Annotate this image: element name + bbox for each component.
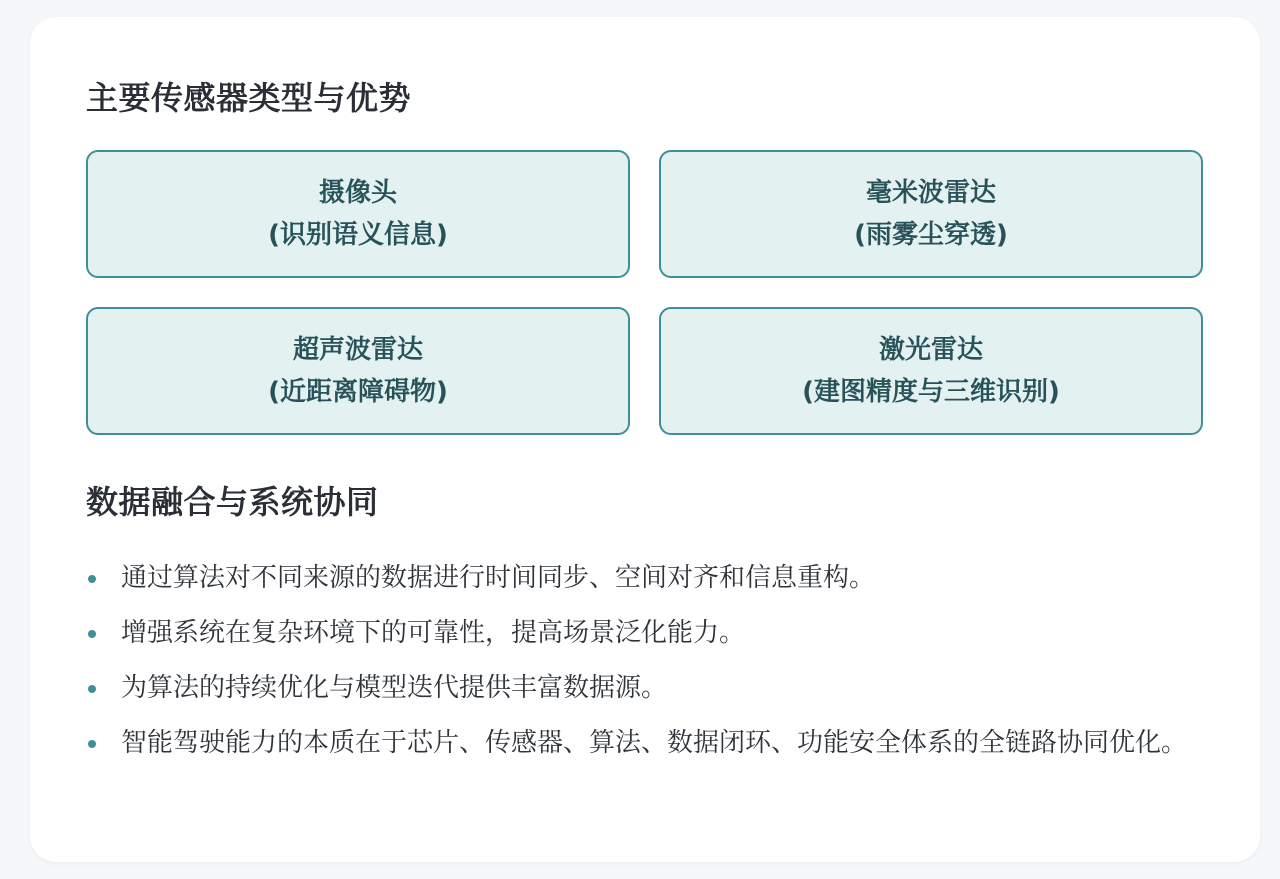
sensor-advantage: (识别语义信息)	[268, 220, 448, 250]
list-item	[86, 557, 1206, 600]
sensor-card-lidar	[659, 307, 1203, 435]
list-item	[86, 667, 1206, 710]
bullet-dot-icon	[88, 575, 96, 583]
sensor-name: 超声波雷达	[292, 335, 423, 365]
sensor-advantage: (近距离障碍物)	[268, 377, 448, 407]
bullet-dot-icon	[88, 630, 96, 638]
list-item	[86, 722, 1206, 765]
sensor-name: 毫米波雷达	[865, 178, 996, 208]
list-item-text: 为算法的持续优化与模型迭代提供丰富数据源。	[121, 673, 668, 703]
list-item-text: 通过算法对不同来源的数据进行时间同步、空间对齐和信息重构。	[121, 563, 876, 593]
section-title-data-fusion: 数据融合与系统协同	[86, 483, 379, 521]
section-title-sensor-types: 主要传感器类型与优势	[86, 79, 412, 117]
sensor-card-mmwave-radar	[659, 150, 1203, 278]
sensor-card-ultrasonic-radar	[86, 307, 630, 435]
content-card	[30, 17, 1260, 862]
sensor-advantage: (建图精度与三维识别)	[802, 377, 1060, 407]
sensor-card-camera	[86, 150, 630, 278]
list-item	[86, 612, 1206, 655]
list-item-text: 增强系统在复杂环境下的可靠性，提高场景泛化能力。	[121, 618, 746, 648]
bullet-dot-icon	[88, 685, 96, 693]
sensor-advantage: (雨雾尘穿透)	[854, 220, 1008, 250]
list-item-text: 智能驾驶能力的本质在于芯片、传感器、算法、数据闭环、功能安全体系的全链路协同优化。	[121, 728, 1188, 758]
sensor-name: 激光雷达	[878, 335, 983, 365]
bullet-list	[86, 557, 1206, 777]
sensor-name: 摄像头	[318, 178, 397, 208]
bullet-dot-icon	[88, 740, 96, 748]
